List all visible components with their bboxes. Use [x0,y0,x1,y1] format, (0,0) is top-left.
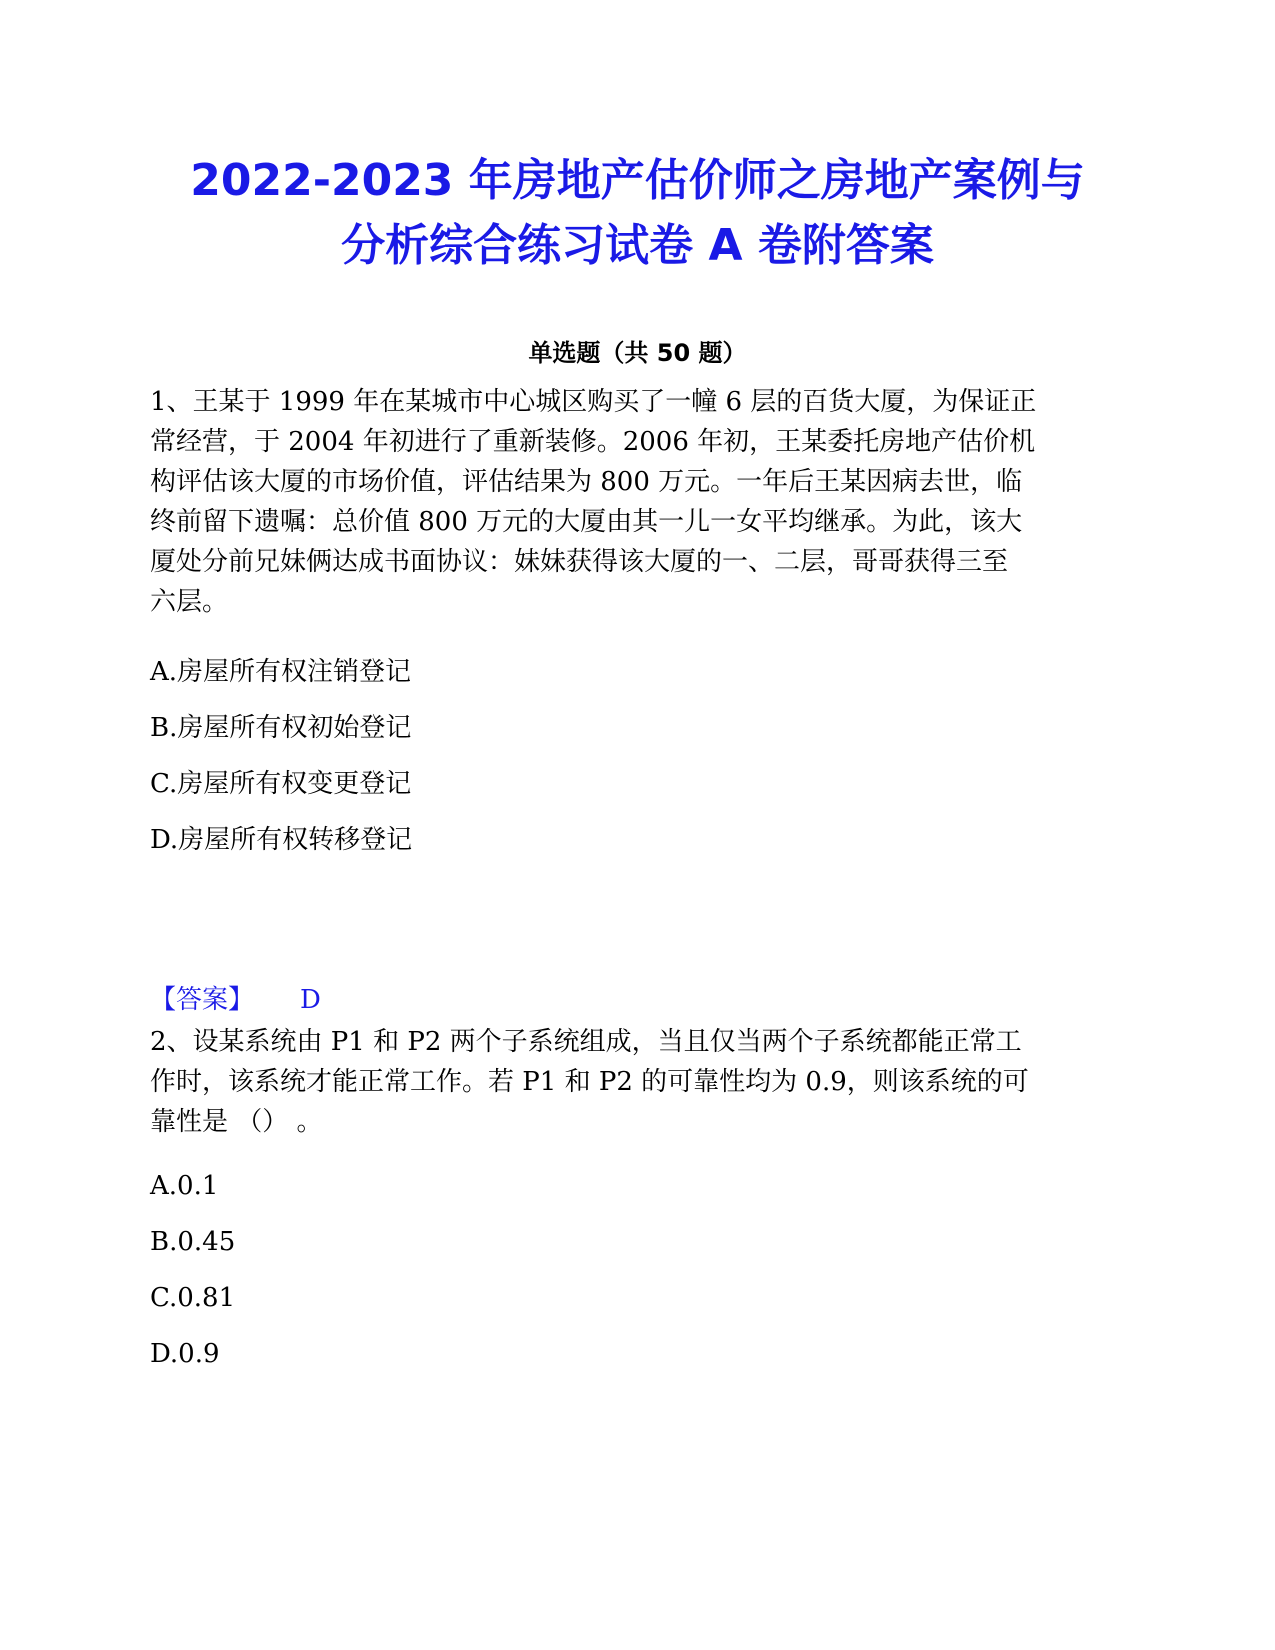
question-1-line-5: 厦处分前兄妹俩达成书面协议：妹妹获得该大厦的一、二层，哥哥获得三至 [150,547,1009,577]
question-1-line-3: 构评估该大厦的市场价值，评估结果为 800 万元。一年后王某因病去世，临 [150,467,1023,497]
answer-value: D [300,985,321,1015]
document-title [150,148,1125,278]
question-2-option-a: A.0.1 [150,1171,219,1201]
question-1-option-d: D.房屋所有权转移登记 [150,825,413,855]
question-2-option-b: B.0.45 [150,1227,236,1257]
answer-label: 【答案】 [150,985,255,1015]
question-2-option-c: C.0.81 [150,1283,236,1313]
question-2-option-d: D.0.9 [150,1339,220,1369]
question-1-option-c: C.房屋所有权变更登记 [150,769,412,799]
question-1-answer [150,982,321,1018]
question-2-line-2: 作时，该系统才能正常工作。若 P1 和 P2 的可靠性均为 0.9，则该系统的可 [150,1067,1029,1097]
question-1-line-1: 1、王某于 1999 年在某城市中心城区购买了一幢 6 层的百货大厦，为保证正 [150,387,1037,417]
question-2-text [150,1022,1125,1142]
question-1-line-4: 终前留下遗嘱：总价值 800 万元的大厦由其一儿一女平均继承。为此，该大 [150,507,1023,537]
title-line-2: 分析综合练习试卷 A 卷附答案 [341,220,934,271]
question-1-text [150,382,1125,622]
question-1-option-a: A.房屋所有权注销登记 [150,657,412,687]
question-2-line-1: 2、设某系统由 P1 和 P2 两个子系统组成，当且仅当两个子系统都能正常工 [150,1027,1022,1057]
section-heading: 单选题（共 50 题） [528,339,747,367]
question-1-line-2: 常经营，于 2004 年初进行了重新装修。2006 年初，王某委托房地产估价机 [150,427,1036,457]
title-line-1: 2022-2023 年房地产估价师之房地产案例与 [190,155,1085,206]
question-1-option-b: B.房屋所有权初始登记 [150,713,412,743]
question-1-line-6: 六层。 [150,587,229,617]
question-2-line-3: 靠性是 （） 。 [150,1107,323,1137]
